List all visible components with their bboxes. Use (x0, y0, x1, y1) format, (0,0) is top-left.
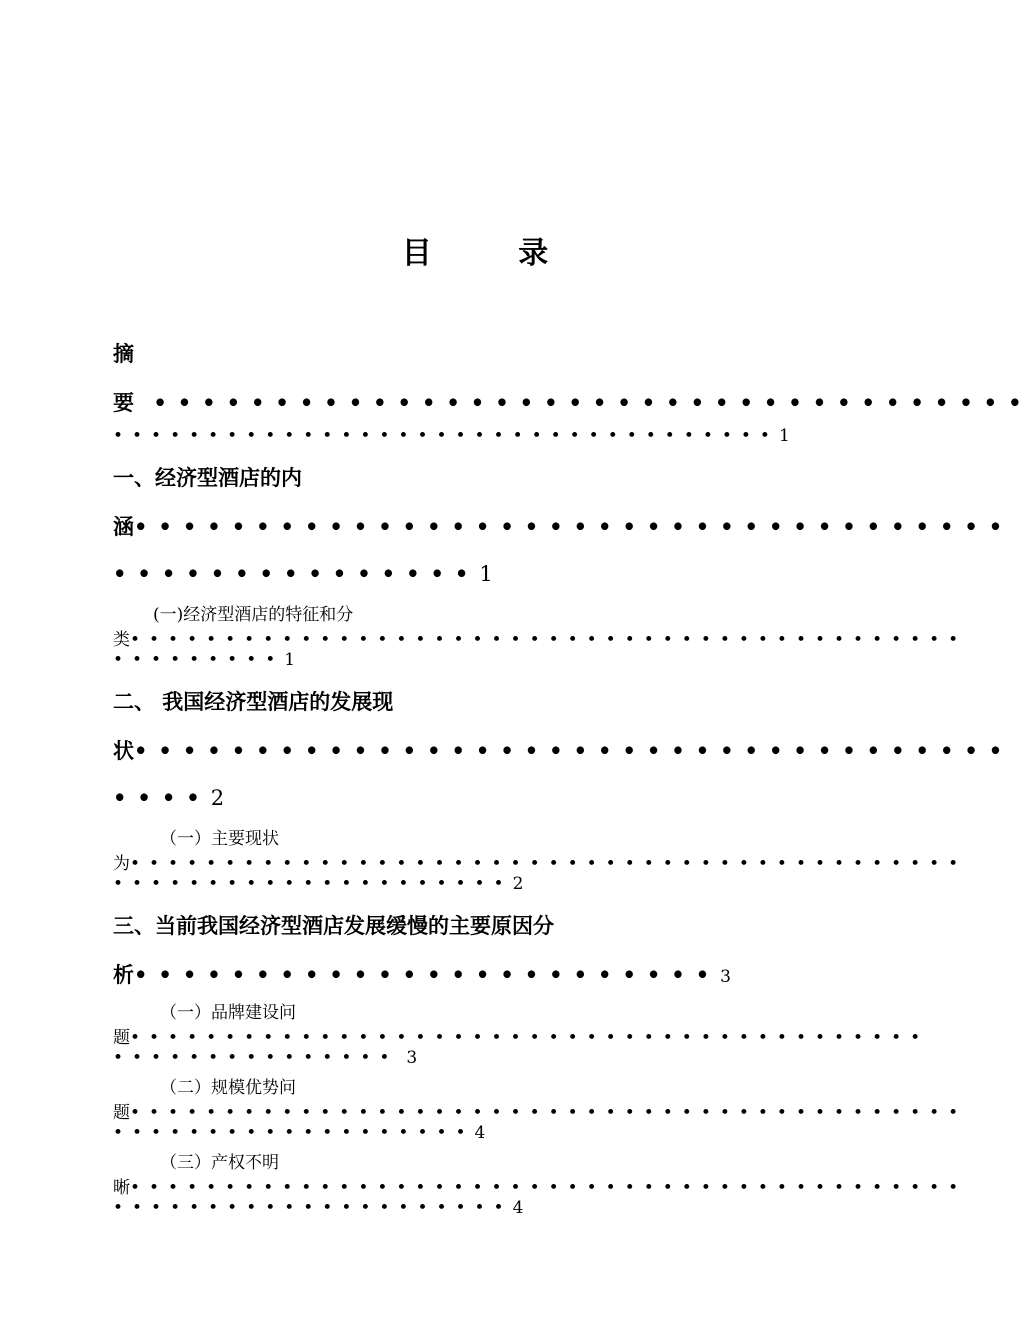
leader-dots: ••••••••••••••••••••••••••••••••••• (113, 426, 779, 446)
toc-subsection-3-3[interactable] (160, 1148, 905, 1173)
leader-dots: •••••••••••••••••••••••••••••••••••••••••••• (130, 854, 968, 874)
toc-subsection-3-1[interactable] (160, 998, 905, 1023)
toc-subsection-2-1-leader (113, 874, 858, 894)
toc-page-number: 2 (210, 786, 225, 810)
toc-section-title: 三、当前我国经济型酒店发展缓慢的主要原因分 (113, 913, 554, 938)
toc-page-number: 4 (474, 1123, 486, 1143)
toc-subsection-3-3-leader (113, 1198, 858, 1218)
toc-subsection-title: （一）品牌建设问 (160, 1003, 296, 1023)
toc-section-title: 二、 我国经济型酒店的发展现 (113, 689, 394, 714)
toc-page-number: 1 (778, 426, 790, 446)
toc-subsection-title: （一）主要现状 (160, 829, 279, 849)
toc-abstract-second-char: 要 (113, 390, 134, 415)
toc-subsection-3-1-cont (113, 1023, 930, 1048)
leader-dots: ••••••••••••••••••••• (113, 1198, 513, 1218)
leader-dots: •••••••••••••••••••••••• (134, 962, 721, 987)
toc-section-1[interactable] (113, 462, 858, 492)
toc-subsection-title: (一)经济型酒店的特征和分 (153, 605, 354, 625)
leader-dots: ••••••••••••••••••• (113, 1123, 475, 1143)
toc-section-3-cont (113, 959, 858, 989)
toc-subsection-1-1-cont (113, 625, 968, 650)
toc-subsection-3-3-cont (113, 1173, 968, 1198)
leader-dots: •••• (113, 785, 211, 810)
toc-section-1-leader (113, 561, 858, 586)
leader-dots: •••••••••••••••••••••••••••••••••••••••••••• (130, 1103, 968, 1123)
toc-subsection-title-end: 题 (113, 1103, 130, 1123)
toc-section-title-end: 析 (113, 962, 134, 987)
toc-subsection-title-end: 晰 (113, 1178, 130, 1198)
toc-page-number: 3 (720, 967, 731, 987)
leader-dots: ••••••••• (113, 650, 285, 670)
toc-section-2-leader (113, 785, 858, 810)
leader-dots: ••••••••••••••• (113, 1048, 399, 1068)
toc-section-2-cont (113, 735, 1014, 765)
toc-subsection-1-1[interactable] (153, 600, 898, 625)
page-title: 目 录 (401, 236, 587, 271)
toc-page-number: 1 (479, 562, 493, 586)
leader-dots: ••••••••••••••• (113, 561, 480, 586)
toc-section-1-cont (113, 511, 1014, 541)
toc-abstract-line[interactable] (113, 387, 1033, 417)
toc-section-title: 一、经济型酒店的内 (113, 465, 302, 490)
toc-subsection-title-end: 题 (113, 1028, 130, 1048)
toc-subsection-title-end: 类 (113, 630, 130, 650)
toc-page-number: 4 (512, 1198, 524, 1218)
toc-section-title-end: 涵 (113, 514, 134, 539)
toc-section-title-end: 状 (113, 738, 134, 763)
toc-subsection-title-end: 为 (113, 854, 130, 874)
toc-subsection-title: （二）规模优势问 (160, 1078, 296, 1098)
leader-dots: •••••••••••••••••••••••••••••••••••• (134, 738, 1014, 763)
toc-subsection-1-1-leader (113, 650, 858, 670)
toc-section-2[interactable] (113, 686, 858, 716)
toc-subsection-2-1-cont (113, 849, 968, 874)
toc-page-number: 3 (406, 1048, 418, 1068)
leader-dots: •••••••••••••••••••••••••••••••••••••••••••• (130, 1178, 968, 1198)
leader-dots: •••••••••••••••••••••••••••••••••••• (153, 390, 1033, 415)
toc-abstract-heading (113, 338, 858, 368)
toc-abstract-leader (113, 426, 858, 446)
leader-dots: ••••••••••••••••••••• (113, 874, 513, 894)
toc-section-3[interactable] (113, 910, 858, 940)
toc-abstract-first-char: 摘 (113, 341, 134, 366)
toc-subsection-title: （三）产权不明 (160, 1153, 279, 1173)
toc-subsection-3-2[interactable] (160, 1073, 905, 1098)
toc-subsection-3-2-leader (113, 1123, 858, 1143)
leader-dots: •••••••••••••••••••••••••••••••••••••••••• (130, 1028, 930, 1048)
leader-dots: •••••••••••••••••••••••••••••••••••• (134, 514, 1014, 539)
leader-dots: •••••••••••••••••••••••••••••••••••••••••••• (130, 630, 968, 650)
toc-subsection-2-1[interactable] (160, 824, 905, 849)
toc-subsection-3-2-cont (113, 1098, 968, 1123)
toc-page-number: 1 (284, 650, 296, 670)
toc-page-number: 2 (512, 874, 524, 894)
toc-subsection-3-1-leader (113, 1048, 858, 1068)
